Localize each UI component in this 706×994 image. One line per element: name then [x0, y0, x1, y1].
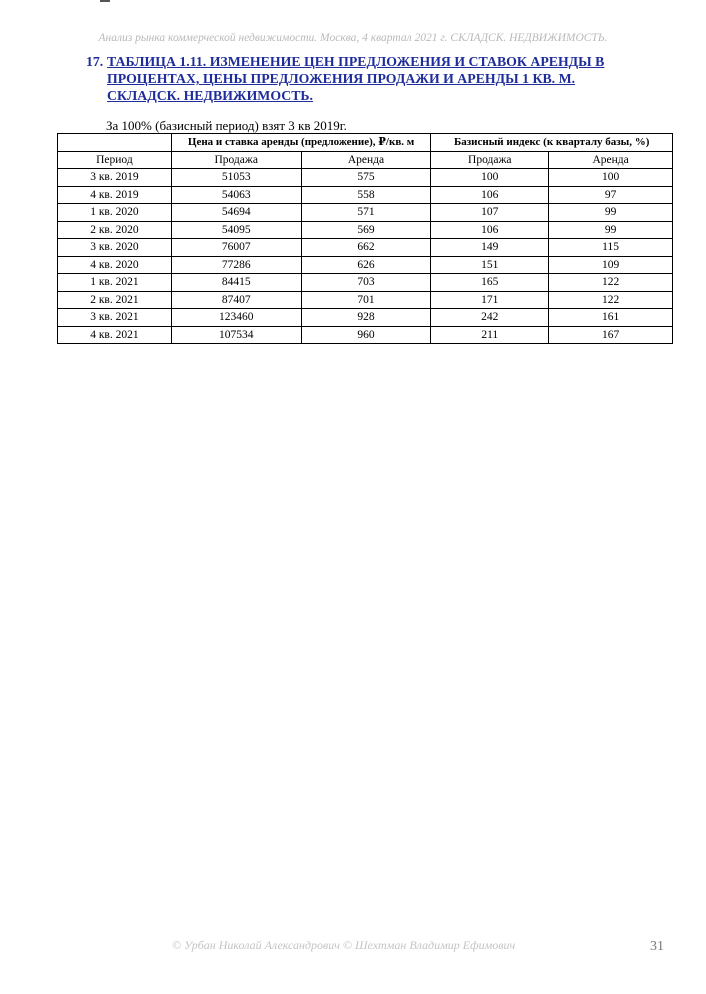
- period-cell: 1 кв. 2020: [58, 204, 172, 222]
- table-row: [58, 326, 673, 344]
- rent-price-cell: 571: [301, 204, 431, 222]
- rent-index-cell: 97: [549, 186, 673, 204]
- sale-index-cell: 107: [431, 204, 549, 222]
- rent-index-cell: 109: [549, 256, 673, 274]
- period-cell: 2 кв. 2020: [58, 221, 172, 239]
- running-header: Анализ рынка коммерческой недвижимости. Москва, 4 квартал 2021 г. СКЛАДСК. НЕДВИЖИМОСТЬ.: [98, 32, 608, 44]
- sale-price-cell: 54063: [171, 186, 301, 204]
- sale-index-cell: 171: [431, 291, 549, 309]
- column-header-sale-price: Продажа: [171, 151, 301, 169]
- table-row: [58, 169, 673, 187]
- sale-index-cell: 151: [431, 256, 549, 274]
- table-row: [58, 309, 673, 327]
- table-row: [58, 239, 673, 257]
- base-period-note: За 100% (базисный период) взят 3 кв 2019г.: [106, 118, 347, 133]
- rent-price-cell: 626: [301, 256, 431, 274]
- heading-number: 17.: [86, 54, 104, 69]
- rent-index-cell: 167: [549, 326, 673, 344]
- period-cell: 4 кв. 2019: [58, 186, 172, 204]
- sale-index-cell: 165: [431, 274, 549, 292]
- rent-price-cell: 569: [301, 221, 431, 239]
- rent-price-cell: 960: [301, 326, 431, 344]
- rent-price-cell: 701: [301, 291, 431, 309]
- column-header-rent-price: Аренда: [301, 151, 431, 169]
- rent-index-cell: 122: [549, 274, 673, 292]
- column-header-period: Период: [58, 151, 172, 169]
- sale-index-cell: 106: [431, 186, 549, 204]
- period-cell: 3 кв. 2019: [58, 169, 172, 187]
- sale-price-cell: 54095: [171, 221, 301, 239]
- rent-price-cell: 662: [301, 239, 431, 257]
- period-cell: 3 кв. 2020: [58, 239, 172, 257]
- rent-index-cell: 161: [549, 309, 673, 327]
- table-group-header-row: [58, 134, 673, 152]
- rent-index-cell: 115: [549, 239, 673, 257]
- column-header-rent-index: Аренда: [549, 151, 673, 169]
- period-cell: 2 кв. 2021: [58, 291, 172, 309]
- heading-title-link[interactable]: ТАБЛИЦА 1.11. ИЗМЕНЕНИЕ ЦЕН ПРЕДЛОЖЕНИЯ И СТАВОК АРЕНДЫ В ПРОЦЕНТАХ, ЦЕНЫ ПРЕДЛОЖЕНИЯ ПРОДАЖИ И АРЕНДЫ 1 КВ. М. СКЛАДСК. НЕДВИЖИМОСТЬ.: [107, 54, 605, 103]
- sale-price-cell: 51053: [171, 169, 301, 187]
- sale-price-cell: 123460: [171, 309, 301, 327]
- header-blank-cell: [58, 134, 172, 152]
- price-index-table: [57, 133, 673, 344]
- table-row: [58, 274, 673, 292]
- period-cell: 4 кв. 2021: [58, 326, 172, 344]
- table-column-header-row: [58, 151, 673, 169]
- sale-index-cell: 211: [431, 326, 549, 344]
- period-cell: 3 кв. 2021: [58, 309, 172, 327]
- sale-price-cell: 84415: [171, 274, 301, 292]
- copyright-footer: © Урбан Николай Александрович © Шехтман Владимир Ефимович: [172, 938, 516, 952]
- rent-price-cell: 703: [301, 274, 431, 292]
- top-edge-mark: [100, 0, 110, 2]
- table-row: [58, 291, 673, 309]
- table-row: [58, 221, 673, 239]
- sale-price-cell: 77286: [171, 256, 301, 274]
- period-cell: 1 кв. 2021: [58, 274, 172, 292]
- rent-price-cell: 928: [301, 309, 431, 327]
- rent-price-cell: 558: [301, 186, 431, 204]
- sale-price-cell: 87407: [171, 291, 301, 309]
- table-row: [58, 256, 673, 274]
- column-header-sale-index: Продажа: [431, 151, 549, 169]
- page-number: 31: [650, 939, 664, 954]
- table-body: [58, 134, 673, 344]
- sale-index-cell: 242: [431, 309, 549, 327]
- sale-index-cell: 100: [431, 169, 549, 187]
- rent-index-cell: 99: [549, 221, 673, 239]
- period-cell: 4 кв. 2020: [58, 256, 172, 274]
- table-row: [58, 186, 673, 204]
- table-row: [58, 204, 673, 222]
- index-group-header: Базисный индекс (к кварталу базы, %): [431, 134, 673, 152]
- sale-index-cell: 149: [431, 239, 549, 257]
- rent-index-cell: 100: [549, 169, 673, 187]
- sale-price-cell: 76007: [171, 239, 301, 257]
- sale-price-cell: 107534: [171, 326, 301, 344]
- price-group-header: Цена и ставка аренды (предложение), ₽/кв. м: [171, 134, 431, 152]
- section-heading: [86, 53, 646, 104]
- sale-index-cell: 106: [431, 221, 549, 239]
- rent-price-cell: 575: [301, 169, 431, 187]
- rent-index-cell: 122: [549, 291, 673, 309]
- rent-index-cell: 99: [549, 204, 673, 222]
- sale-price-cell: 54694: [171, 204, 301, 222]
